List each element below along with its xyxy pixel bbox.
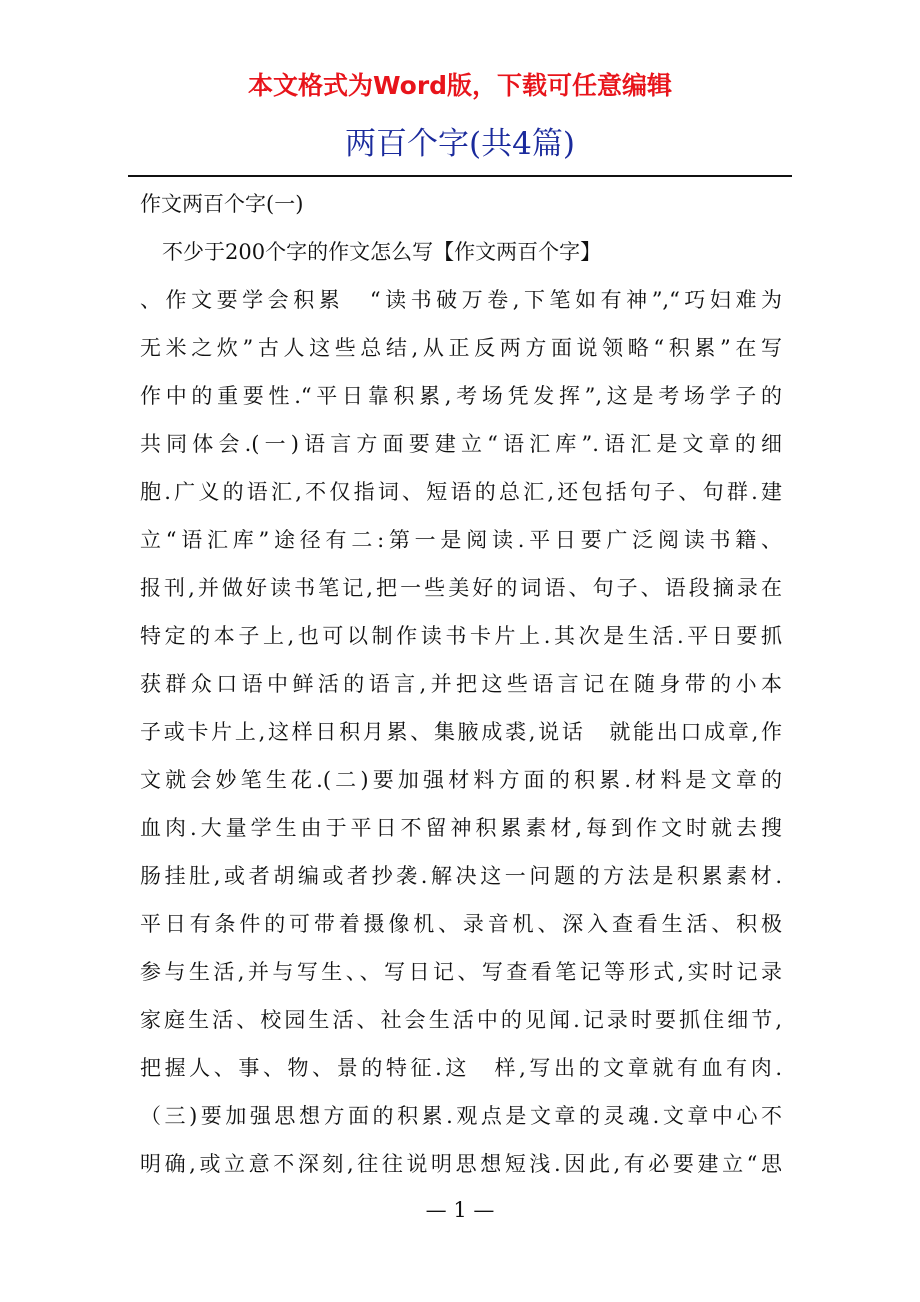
body-line: 肠挂肚,或者胡编或者抄袭.解决这一问题的方法是积累素材. <box>140 864 782 888</box>
title-divider <box>128 175 792 177</box>
body-line: 子或卡片上,这样日积月累、集腋成裘,说话 就能出口成章,作 <box>140 720 782 744</box>
body-line: 把握人、事、物、景的特征.这 样,写出的文章就有血有肉. <box>140 1056 782 1080</box>
body-line: （三)要加强思想方面的积累.观点是文章的灵魂.文章中心不 <box>140 1104 782 1128</box>
article-subheading: 不少于200个字的作文怎么写【作文两百个字】 <box>162 240 602 264</box>
body-line: 无米之炊”古人这些总结,从正反两方面说领略“积累”在写 <box>140 336 782 360</box>
body-line: 参与生活,并与写生、、写日记、写查看笔记等形式,实时记录 <box>140 960 782 984</box>
body-line: 获群众口语中鲜活的语言,并把这些语言记在随身带的小本 <box>140 672 782 696</box>
body-line: 血肉.大量学生由于平日不留神积累素材,每到作文时就去搜 <box>140 816 782 840</box>
body-line: 立“语汇库”途径有二:第一是阅读.平日要广泛阅读书籍、 <box>140 528 782 552</box>
format-notice: 本文格式为Word版，下载可任意编辑 <box>247 71 673 100</box>
body-line: 平日有条件的可带着摄像机、录音机、深入查看生活、积极 <box>140 912 782 936</box>
document-title: 两百个字(共4篇) <box>345 126 575 162</box>
body-line: 胞.广义的语汇,不仅指词、短语的总汇,还包括句子、句群.建 <box>140 480 782 504</box>
section-heading: 作文两百个字(一) <box>140 192 304 216</box>
body-line: 文就会妙笔生花.(二)要加强材料方面的积累.材料是文章的 <box>140 768 782 792</box>
body-line: 特定的本子上,也可以制作读书卡片上.其次是生活.平日要抓 <box>140 624 782 648</box>
body-line: 报刊,并做好读书笔记,把一些美好的词语、句子、语段摘录在 <box>140 576 782 600</box>
body-line: 家庭生活、校园生活、社会生活中的见闻.记录时要抓住细节, <box>140 1008 782 1032</box>
body-line: 共同体会.(一)语言方面要建立“语汇库”.语汇是文章的细 <box>140 432 782 456</box>
body-line: 明确,或立意不深刻,往往说明思想短浅.因此,有必要建立“思 <box>140 1152 782 1176</box>
body-line: 作中的重要性.“平日靠积累,考场凭发挥”,这是考场学子的 <box>140 384 782 408</box>
page-number: — 1 — <box>425 1198 495 1222</box>
document-body <box>140 180 782 1188</box>
body-line: 、作文要学会积累 “读书破万卷,下笔如有神”,“巧妇难为 <box>140 288 782 312</box>
